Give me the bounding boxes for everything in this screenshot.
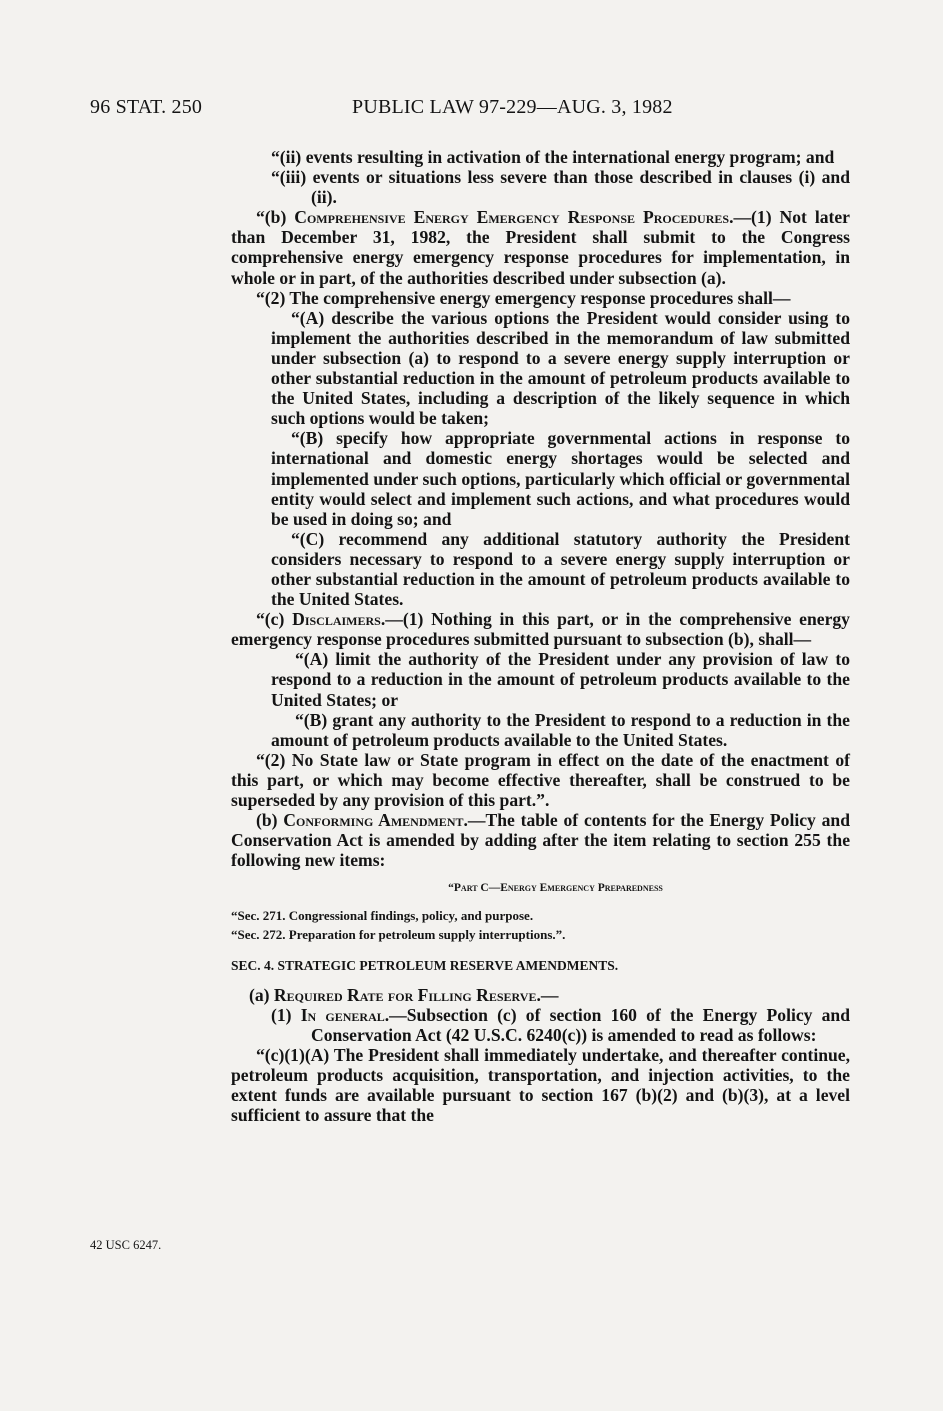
subparagraph-b-B: “(B) specify how appropriate governmental actions in response to international and domestic energy shortages would be selected and implemented under such options, particularly which official or governmental entity would select and implement such actions, and what procedures would be used in doing so; and: [271, 428, 850, 529]
paragraph-4a-1-text: .—Subsection (c) of section 160 of the Energy Policy and Conservation Act (42 U.S.C. 6240(c)) is amended to read as follows:: [311, 1004, 850, 1045]
subsection-4a: [231, 985, 850, 1005]
subsection-c-lead: “(c): [256, 609, 293, 630]
conforming-amendment: [231, 810, 850, 870]
page-running-title: PUBLIC LAW 97-229—AUG. 3, 1982: [352, 96, 673, 118]
amended-text-c1A: “(c)(1)(A) The President shall immediately undertake, and thereafter continue, petroleum products acquisition, transportation, and injection activities, to the extent funds are available pursuant to section 167 (b)(2) and (b)(3), at a level sufficient to assure that the: [231, 1044, 850, 1126]
section-4-heading: SEC. 4. STRATEGIC PETROLEUM RESERVE AMENDMENTS.: [231, 958, 619, 974]
paragraph-4a-1: [231, 1005, 850, 1045]
page-stat-citation: 96 STAT. 250: [90, 96, 203, 118]
subparagraph-b-C: “(C) recommend any additional statutory authority the President considers necessary to respond to a severe energy supply interruption or other substantial reduction in the amount of petroleum products available to the United States.: [271, 528, 850, 610]
subsection-c-2: “(2) No State law or State program in effect on the date of the enactment of this part, or which may become effective thereafter, shall be construed to be superseded by any provision of this part.”.: [231, 749, 850, 810]
paragraph-4a-1-heading: In general: [300, 1004, 385, 1025]
clause-iii: “(iii) events or situations less severe than those described in clauses (i) and (ii).: [271, 167, 850, 208]
subsection-b-heading: Comprehensive Energy Emergency Response Procedures: [294, 207, 730, 228]
toc-item-272: “Sec. 272. Preparation for petroleum supply interruptions.”.: [231, 927, 566, 943]
subsection-4a-heading: Required Rate for Filling Reserve: [273, 984, 537, 1005]
conforming-heading: Conforming Amendment: [283, 810, 464, 831]
subsection-b: [231, 207, 850, 287]
subsection-c-text: .—(1) Nothing in this part, or in the comprehensive energy emergency response procedures submitted pursuant to subsection (b), shall—: [231, 609, 850, 650]
subsection-4a-tail: .—: [536, 984, 559, 1005]
paragraph-4a-1-lead: (1): [271, 1004, 301, 1025]
conforming-text: .—The table of contents for the Energy Policy and Conservation Act is amended by adding after the item relating to section 255 the following new items:: [231, 810, 850, 871]
subsection-b-text: .—(1) Not later than December 31, 1982, the President shall submit to the Congress comprehensive energy emergency response procedures for implementation, in whole or in part, of the authorities described under subsection (a).: [231, 207, 850, 288]
clause-ii: “(ii) events resulting in activation of the international energy program; and: [271, 147, 835, 167]
subsection-c-heading: Disclaimers: [292, 609, 381, 630]
subparagraph-c-B: “(B) grant any authority to the President to respond to a reduction in the amount of petroleum products available to the United States.: [271, 709, 850, 750]
conforming-lead: (b): [256, 810, 284, 831]
statute-body: [231, 147, 850, 1125]
toc-part-heading: “Part C—Energy Emergency Preparedness: [448, 882, 663, 895]
toc-item-271: “Sec. 271. Congressional findings, policy, and purpose.: [231, 908, 534, 924]
subsection-b-2: “(2) The comprehensive energy emergency response procedures shall—: [256, 287, 791, 308]
subsection-4a-lead: (a): [249, 984, 274, 1005]
subparagraph-c-A: “(A) limit the authority of the President under any provision of law to respond to a reduction in the amount of petroleum products available to the United States; or: [271, 649, 850, 710]
subsection-c: [231, 609, 850, 649]
subparagraph-b-A: “(A) describe the various options the President would consider using to implement the authorities described in the memorandum of law submitted under subsection (a) to respond to a severe energy supply interruption or other substantial reduction in the amount of petroleum products available to the United States, including a description of the likely sequence in which such options would be taken;: [271, 307, 850, 429]
subsection-b-lead: “(b): [256, 207, 295, 228]
margin-note-usc: 42 USC 6247.: [90, 1238, 162, 1252]
